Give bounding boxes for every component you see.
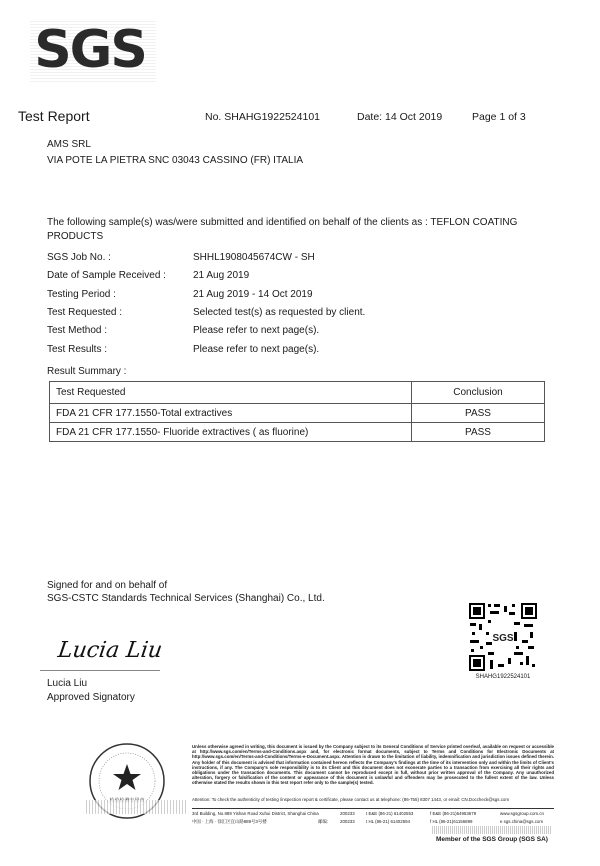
field-value: Selected test(s) as requested by client. (193, 307, 366, 318)
intro-line-2: PRODUCTS (47, 231, 104, 242)
intro-line-1: The following sample(s) was/were submitted and identified on behalf of the clients as : TEFLON COATING (47, 217, 518, 228)
table-row (50, 423, 545, 442)
signing-company: SGS-CSTC Standards Technical Services (Shanghai) Co., Ltd. (47, 593, 325, 604)
qr-center-logo: SGS (492, 633, 514, 644)
field-value: Please refer to next page(s). (193, 325, 320, 336)
address-cn: 中国 · 上海 · 徐汇区宜山路889号3号楼 (192, 819, 267, 824)
address-en: 3rd Building, No.889 Yishan Road Xuhui District, Shanghai China (192, 811, 319, 816)
report-title: Test Report (18, 108, 90, 124)
field-label: Test Results : (47, 344, 108, 355)
test-conclusion: PASS (412, 423, 545, 442)
field-label: SGS Job No. : (47, 252, 111, 263)
stamp-smudge (86, 800, 186, 814)
result-summary-table (49, 381, 545, 442)
page-number: Page 1 of 3 (472, 111, 526, 123)
handwritten-signature: Lucia Liu (56, 638, 164, 663)
postcode-label-cn: 邮编: (318, 819, 329, 824)
client-name: AMS SRL (47, 139, 91, 150)
signatory-name: Lucia Liu (47, 678, 88, 689)
postcode-cn: 200233 (340, 819, 355, 824)
sgs-group-member: Member of the SGS Group (SGS SA) (436, 836, 548, 843)
table-row (50, 404, 545, 423)
test-name: FDA 21 CFR 177.1550-Total extractives (50, 404, 412, 423)
field-value: SHHL1908045674CW - SH (193, 252, 315, 263)
email: e sgs.china@sgs.com (500, 819, 544, 824)
summary-caption: Result Summary : (47, 366, 127, 377)
qr-code (468, 602, 538, 672)
authenticity-note: Attention: To check the authenticity of testing /inspection report & certificate, please contact us at telephone: (86-755) 8307 1443, or email: CN.Doccheck@sgs.com (192, 797, 510, 802)
table-header-row (50, 382, 545, 404)
test-name: FDA 21 CFR 177.1550- Fluoride extractives ( as fluorine) (50, 423, 412, 442)
field-label: Test Method : (47, 325, 108, 336)
fax-ee: f E&E (86-21)64953679 (430, 811, 477, 816)
field-value: 21 Aug 2019 - 14 Oct 2019 (193, 289, 313, 300)
postcode-en: 200233 (340, 811, 355, 816)
field-value: Please refer to next page(s). (193, 344, 320, 355)
field-label: Test Requested : (47, 307, 123, 318)
website: www.sgsgroup.com.cn (500, 811, 544, 816)
footer-dot-band (432, 826, 552, 834)
sgs-logo: SGS (34, 20, 146, 80)
terms-disclaimer: Unless otherwise agreed in writing, this document is issued by the Company subject to its General Conditions of Service printed overleaf, available on request or accessible at http://www.sgs.com/en/Terms-and-Conditions.aspx and, for electronic format documents, subject to Terms and Conditions for Electronic Documents at http://www.sgs.com/en/Terms-and-Conditions/Terms-e-Document.aspx. Attention is drawn to the limitation of liability, indemnification and jurisdiction issues defined therein. Any holder of this document is advised that information contained hereon reflects the Company's findings at the time of its intervention only and within the limits of Client's instructions, if any. The Company's sole responsibility is to its Client and this document does not exonerate parties to a transaction from exercising all their rights and obligations under the transaction documents. This document cannot be reproduced except in full, without prior written approval of the Company. Any unauthorized alteration, forgery or falsification of the content or appearance of this document is unlawful and offenders may be prosecuted to the fullest extent of the law. Unless otherwise stated the results shown in this test report refer only to the sample(s) tested. (192, 744, 554, 786)
tel-ee: t E&E (86-21) 61402553 (366, 811, 414, 816)
tel-hl: t HL (86-21) 61402594 (366, 819, 411, 824)
report-date: Date: 14 Oct 2019 (357, 111, 443, 123)
col-conclusion: Conclusion (412, 382, 545, 404)
report-number: No. SHAHG1922524101 (205, 111, 320, 123)
col-test-requested: Test Requested (50, 382, 412, 404)
field-value: 21 Aug 2019 (193, 270, 250, 281)
signed-for-label: Signed for and on behalf of (47, 580, 168, 591)
footer-rule (192, 808, 554, 809)
field-label: Date of Sample Received : (47, 270, 166, 281)
qr-caption: SHAHG1922524101 (475, 674, 531, 680)
signatory-role: Approved Signatory (47, 692, 135, 703)
test-conclusion: PASS (412, 404, 545, 423)
field-label: Testing Period : (47, 289, 116, 300)
signature-underline (40, 670, 160, 671)
client-address: VIA POTE LA PIETRA SNC 03043 CASSINO (FR) ITALIA (47, 155, 304, 166)
fax-hl: f HL (86-21)61156899 (430, 819, 473, 824)
